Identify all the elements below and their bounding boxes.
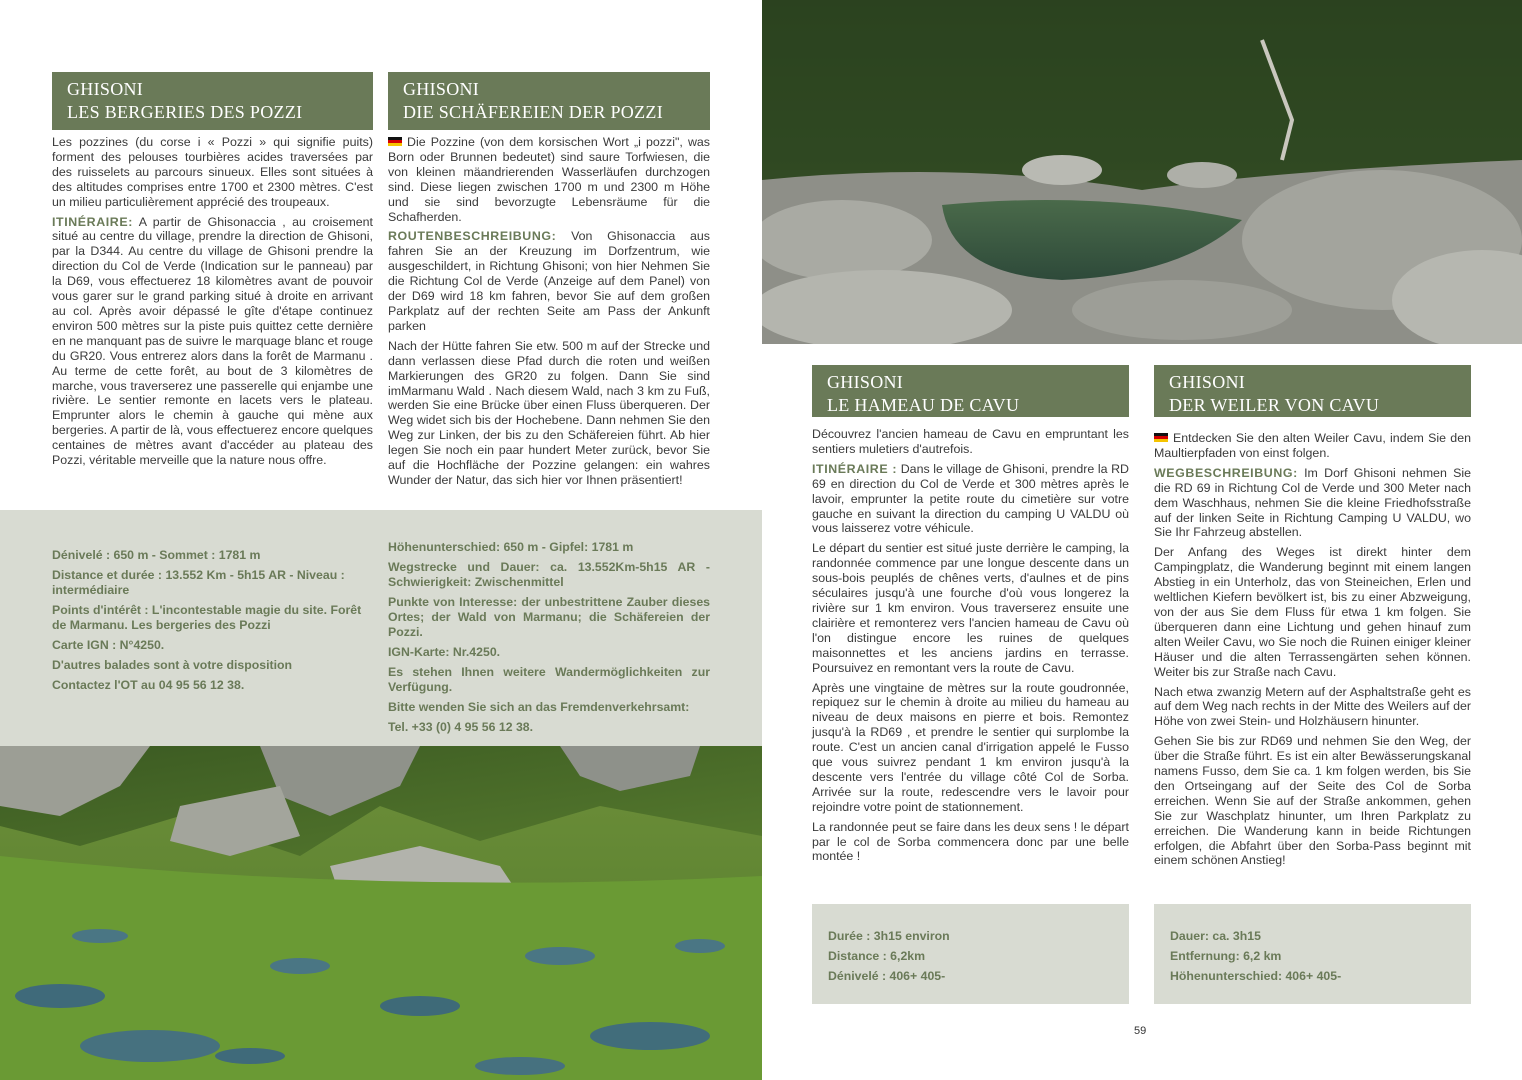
itinerary-label: ITINÉRAIRE: (52, 214, 133, 229)
info-line: Distance : 6,2km (828, 949, 926, 963)
header-line-2: LE HAMEAU DE CAVU (827, 395, 1020, 415)
paragraph: Nach der Hütte fahren Sie etw. 500 m auf der Strecke und dann verlassen diese Pfad durch die roten und weißen Markierungen des GR20 zu folgen. Dann Sie sind imMarmanu Wald . Nach diesem Wald, nach 3 km zu Fuß, werden Sie eine Brücke über einen Fluss überqueren. Der Weg widet sich bis der Hochebene. Dann nehmen Sie den Weg zur Linken, der bis zu den Schäfereien führt. Ab hier legen Sie noch ein paar hundert Meter zurück, bevor Sie auf die Hochfläche der Pozzine gelangen: ein wahres Wunder der Natur, das sich hier vor Ihnen präsentiert! (388, 338, 710, 487)
de-info-cavu (1170, 929, 1460, 989)
header-line-2: DER WEILER VON CAVU (1169, 395, 1380, 415)
info-line: Höhenunterschied: 406+ 405- (1170, 969, 1342, 983)
info-line: Carte IGN : N°4250. (52, 638, 165, 652)
header-line-2: LES BERGERIES DES POZZI (67, 102, 303, 122)
paragraph: Découvrez l'ancien hameau de Cavu en empruntant les sentiers muletiers d'autrefois. (812, 427, 1129, 456)
de-text-cavu (1154, 431, 1471, 873)
paragraph: Der Anfang des Weges ist direkt hinter dem Campingplatz, die Wanderung beginnt mit einem langen Abstieg in ein Unterholz, das von Steineichen, Erlen und weltlichen Kiefern bevölkert ist, bis zu einer Abzweigung, von der aus Sie dem Fluss für etwa 1 km folgen. Sie überqueren dann eine Lichtung und gehen hinauf zum alten Weiler Cavu, wo Sie noch die Ruinen einiger kleiner Häuser und die alten Terrassengärten sehen können. Weiter bis zur Straße nach Cavu. (1154, 545, 1471, 679)
header-line-2: DIE SCHÄFEREIEN DER POZZI (403, 102, 663, 122)
info-line: Distance et durée : 13.552 Km - 5h15 AR - Niveau : intermédiaire (52, 568, 345, 597)
river-photo (762, 0, 1522, 344)
fr-info-pozzi (52, 548, 373, 698)
header-line-1: GHISONI (827, 372, 904, 392)
fr-header-pozzi (52, 72, 373, 130)
de-text-pozzi (388, 135, 710, 493)
paragraph: Gehen Sie bis zur RD69 und nehmen Sie den Weg, der über die Straße führt. Es ist ein alter Bewässerungskanal namens Fusso, dem Sie ca. 1 km folgen werden, bis Sie den Ortseingang auf der Seite des Col de Sorba erreichen. Wenn Sie auf der Straße ankommen, gehen Sie zur Waschplatz hinunter, um Ihren Parkplatz zu erreichen. Die Wanderung kann in beide Richtungen erfolgen, die Abfahrt über den Sorba-Pass beginnt mit einem schönen Anstieg! (1154, 734, 1471, 868)
info-line: Es stehen Ihnen weitere Wandermöglichkeiten zur Verfügung. (388, 665, 710, 694)
route-label: WEGBESCHREIBUNG: (1154, 465, 1298, 480)
info-line: Bitte wenden Sie sich an das Fremdenverkehrsamt: (388, 700, 690, 714)
info-line: Tel. +33 (0) 4 95 56 12 38. (388, 720, 534, 734)
paragraph (388, 135, 710, 224)
paragraph: Les pozzines (du corse i « Pozzi » qui signifie puits) forment des pelouses tourbières acides traversées par des ruisselets au parcours sinueux. Elles sont situées à des altitudes comprises entre 1700 et 2300 mètres. C'est un milieu particulièrement apprécié des troupeaux. (52, 135, 373, 209)
paragraph-text: Die Pozzine (von dem korsischen Wort „i pozzi", was Born oder Brunnen bedeutet) sind saure Torfwiesen, die von kleinen mäandrierenden Wasserläufen durchzogen sind. Diese liegen zwischen 1700 m und 2300 m Höhe und sie sind bevorzugte Lebensräume für die Schafherden. (388, 135, 710, 224)
paragraph-text: Im Dorf Ghisoni nehmen Sie die RD 69 in Richtung Col de Verde und 300 Meter nach dem Waschhaus, nehmen Sie die kleine Friedhofsstraße auf der linken Seite in Richtung Camping U VALDU, wo Sie Ihr Fahrzeug abstellen. (1154, 465, 1471, 540)
paragraph-text: A partir de Ghisonaccia , au croisement situé au centre du village, prendre la direction de Ghisoni, par la D344. Au centre du village de Ghisoni prendre la direction du Col de Verde (Indication sur le panneau) par la D69, vous effectuerez 18 kilomètres avant de pouvoir vous garer sur le grand parking situé à droite en arrivant au col. Après avoir dépassé le gîte d'étape continuez environ 500 mètres sur la piste puis quittez cette dernière en ne manquant pas de suivre le marquage blanc et rouge du GR20. Vous entrerez alors dans la forêt de Marmanu . Au terme de cette forêt, au bout de 3 kilomètres de marche, vous traverserez une passerelle qui enjambe une rivière. Le sentier remonte en lacets vers le plateau. Emprunter alors le chemin à gauche qui mène aux bergeries. A partir de là, vous effectuerez encore quelques centaines de mètres avant d'accéder au plateau des Pozzi, véritable merveille que la nature nous offre. (52, 214, 373, 468)
german-flag-icon (1154, 433, 1168, 442)
pozzi-meadow-photo (0, 746, 762, 1080)
fr-text-cavu (812, 427, 1129, 869)
paragraph-text: Dans le village de Ghisoni, prendre la RD 69 en direction du Col de Verde et 300 mètres après le lavoir, emprunter la petite route du cimetière sur votre gauche en suivant la direction du camping U VALDU où vous laisserez votre véhicule. (812, 461, 1129, 536)
german-flag-icon (388, 137, 402, 146)
meadow-illustration (0, 746, 762, 1080)
header-line-1: GHISONI (403, 79, 480, 99)
info-line: Dénivelé : 406+ 405- (828, 969, 946, 983)
fr-text-pozzi (52, 135, 373, 473)
fr-info-cavu (828, 929, 1118, 989)
info-line: Contactez l'OT au 04 95 56 12 38. (52, 678, 245, 692)
paragraph (1154, 431, 1471, 461)
paragraph-text: Von Ghisonaccia aus fahren Sie an der Kreuzung im Dorfzentrum, wie ausgeschildert, in Richtung Ghisoni; von hier Nehmen Sie die Richtung Col de Verde (Anzeige auf dem Panel) von der D69 wird 18 km fahren, bevor Sie auf dem großen Parkplatz auf der rechten Seite am Pass der Ankunft parken (388, 229, 710, 333)
info-line: Dénivelé : 650 m - Sommet : 1781 m (52, 548, 261, 562)
header-line-1: GHISONI (1169, 372, 1246, 392)
info-line: Wegstrecke und Dauer: ca. 13.552Km-5h15 AR - Schwierigkeit: Zwischenmittel (388, 560, 710, 589)
itinerary-label: ITINÉRAIRE : (812, 461, 898, 476)
paragraph: Après une vingtaine de mètres sur la route goudronnée, repiquez sur le chemin à droite au milieu du hameau au niveau de deux maisons en pierre et bois. Remontez jusqu'à la RD69 , et prendre le sentier qui surplombe la route. C'est un ancien canal d'irrigation appelé le Fusso que vous suivrez pendant 1 km environ jusqu'à la descente vers l'entrée du village côté Col de Sorba. Arrivée sur la route, redescendre vers le lavoir pour rejoindre votre point de stationnement. (812, 680, 1129, 814)
river-illustration (762, 0, 1522, 344)
info-line: Dauer: ca. 3h15 (1170, 929, 1261, 943)
paragraph: Nach etwa zwanzig Metern auf der Asphaltstraße geht es auf dem Weg nach rechts in der Mitte des Weilers auf der Höhe von zwei Stein- und Holzhäusern hinunter. (1154, 684, 1471, 729)
paragraph: Le départ du sentier est situé juste derrière le camping, la randonnée commence par une longue descente dans un sous-bois peuplés de chênes verts, d'aulnes et de pins séculaires jusqu'à une fourche d'où vous longerez la rivière sur 1 km environ. Vous traverserez ensuite une clairière et remonterez vers l'ancien hameau de Cavu où l'on distingue encore les ruines de quelques maisonnettes et les anciens jardins en terrasse. Poursuivez en remontant vers la route de Cavu. (812, 541, 1129, 675)
paragraph (52, 215, 373, 468)
page-number: 59 (1134, 1025, 1147, 1037)
route-label: ROUTENBESCHREIBUNG: (388, 229, 557, 244)
info-line: Points d'intérêt : L'incontestable magie du site. Forêt de Marmanu. Les bergeries des Pozzi (52, 603, 362, 632)
info-line: Durée : 3h15 environ (828, 929, 950, 943)
paragraph: La randonnée peut se faire dans les deux sens ! le départ par le col de Sorba commencera donc par une belle montée ! (812, 819, 1129, 864)
info-line: Punkte von Interesse: der unbestrittene Zauber dieses Ortes; der Wald von Marmanu; die Schäfereien der Pozzi. (388, 595, 710, 639)
info-line: D'autres balades sont à votre disposition (52, 658, 293, 672)
de-header-cavu (1154, 365, 1471, 417)
fr-header-cavu (812, 365, 1129, 417)
paragraph-text: Entdecken Sie den alten Weiler Cavu, indem Sie den Maultierpfaden von einst folgen. (1154, 431, 1471, 460)
info-line: Höhenunterschied: 650 m - Gipfel: 1781 m (388, 540, 634, 554)
paragraph (812, 462, 1129, 537)
de-info-pozzi (388, 540, 710, 740)
info-line: Entfernung: 6,2 km (1170, 949, 1282, 963)
paragraph (1154, 466, 1471, 541)
header-line-1: GHISONI (67, 79, 144, 99)
de-header-pozzi (388, 72, 710, 130)
paragraph (388, 229, 710, 333)
info-line: IGN-Karte: Nr.4250. (388, 645, 501, 659)
